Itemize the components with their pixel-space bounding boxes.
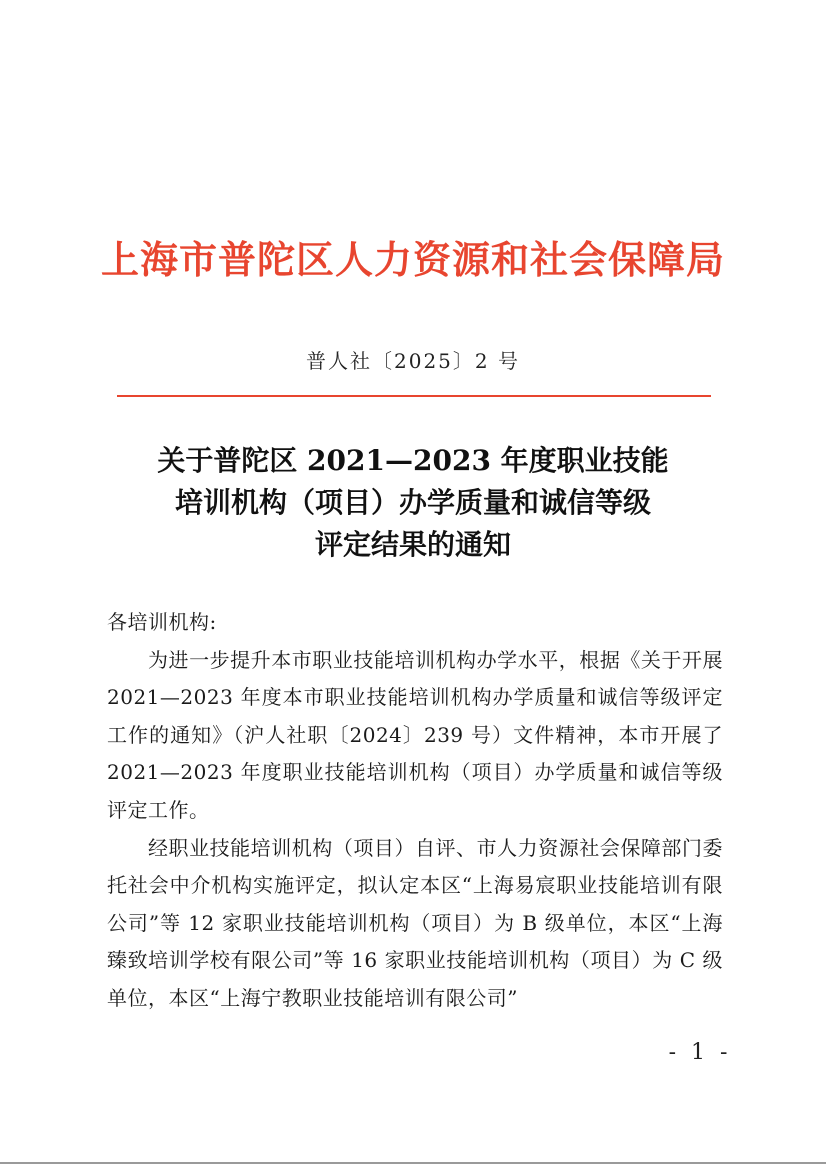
body-paragraph-1: 为进一步提升本市职业技能培训机构办学水平，根据《关于开展 2021—2023 年度本市职业技能培训机构办学质量和诚信等级评定工作的通知》（沪人社职〔2024〕239 号）文件精神，本市开展了 2021—2023 年度职业技能培训机构（项目）办学质量和诚信等级评定工作。 [107,647,723,822]
document-body [107,604,723,1018]
red-divider-line [117,395,711,397]
page-number: - 1 - [668,1040,732,1065]
issuing-organization-header: 上海市普陀区人力资源和社会保障局 [100,237,725,282]
body-paragraph-2: 经职业技能培训机构（项目）自评、市人力资源社会保障部门委托社会中介机构实施评定，拟认定本区“上海易宸职业技能培训有限公司”等 12 家职业技能培训机构（项目）为 B 级单位，本区“上海臻致培训学校有限公司”等 16 家职业技能培训机构（项目）为 C 级单位，本区“上海宁教职业技能培训有限公司” [107,835,723,1010]
salutation: 各培训机构: [107,610,217,634]
document-title [100,440,726,566]
document-number: 普人社〔2025〕2 号 [306,349,520,373]
scan-bottom-edge [0,1162,826,1164]
document-title-line-2: 培训机构（项目）办学质量和诚信等级 [174,486,651,519]
document-title-line-3: 评定结果的通知 [314,528,511,561]
document-title-line-1: 关于普陀区 2021—2023 年度职业技能 [157,444,669,477]
